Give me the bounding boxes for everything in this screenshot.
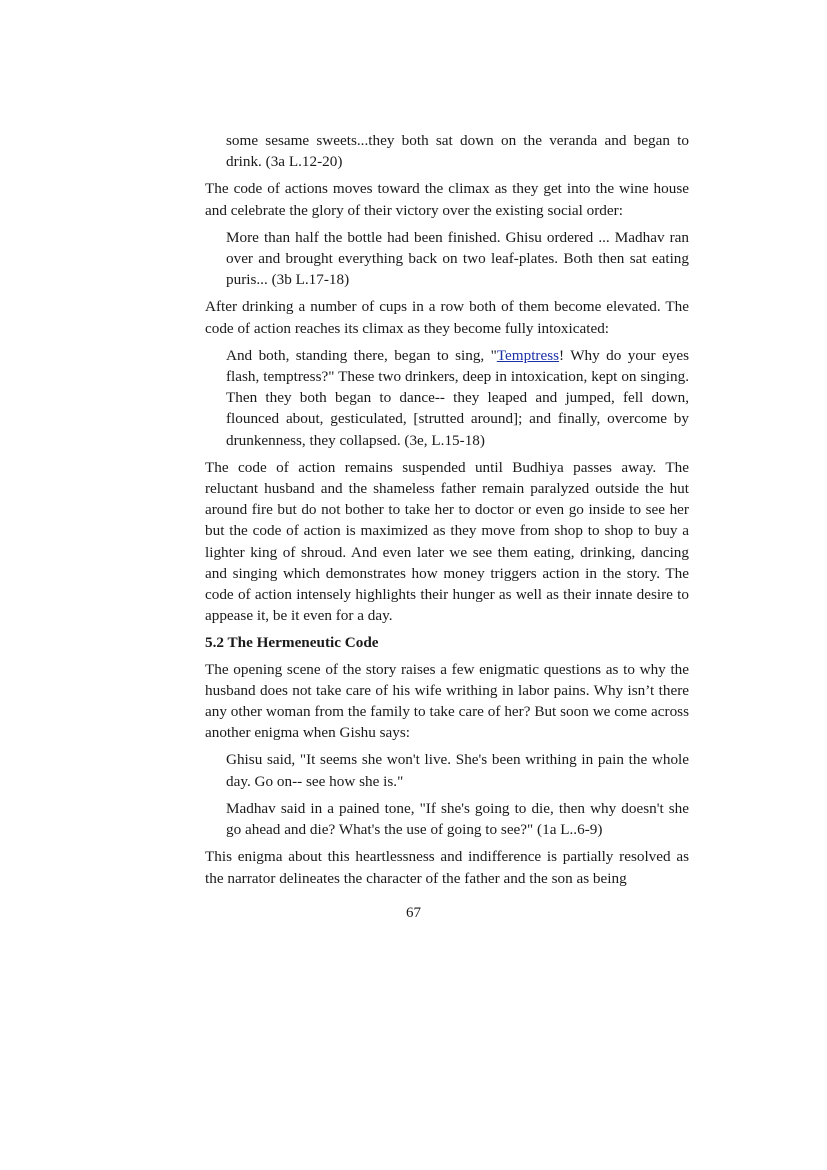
page-number: 67 bbox=[406, 905, 421, 921]
body-paragraph: The code of actions moves toward the climax as they get into the wine house and celebrate the glory of their victory over the existing social order: bbox=[205, 180, 689, 219]
block-quote: More than half the bottle had been finished. Ghisu ordered ... Madhav ran over and brought everything back on two leaf-plates. Both then sat eating puris... (3b L.17-18) bbox=[226, 228, 689, 289]
temptress-link[interactable]: Temptress bbox=[496, 346, 560, 364]
quote-text-before-link: And both, standing there, began to sing, " bbox=[226, 346, 497, 364]
body-paragraph: This enigma about this heartlessness and indifference is partially resolved as the narrator delineates the character of the father and the son as being bbox=[205, 848, 689, 887]
block-quote: some sesame sweets...they both sat down on the veranda and began to drink. (3a L.12-20) bbox=[226, 132, 689, 171]
body-paragraph: The opening scene of the story raises a few enigmatic questions as to why the husband does not take care of his wife writhing in labor pains. Why isn’t there any other woman from the family to take care of her? But soon we come across another enigma when Gishu says: bbox=[205, 660, 689, 742]
block-quote: Madhav said in a pained tone, "If she's going to die, then why doesn't she go ahead and die? What's the use of going to see?" (1a L..6-9) bbox=[226, 799, 689, 839]
page-body bbox=[205, 130, 689, 895]
block-quote bbox=[226, 345, 689, 451]
body-paragraph: The code of action remains suspended until Budhiya passes away. The reluctant husband and the shameless father remain paralyzed outside the hut around fire but do not bother to take her to doctor or even go inside to see her but the code of action is maximized as they move from shop to shop to buy a lighter king of shroud. And even later we see them eating, drinking, dancing and singing which demonstrates how money triggers action in the story. The code of action intensely highlights their hunger as well as their innate desire to appease it, be it even for a day. bbox=[205, 458, 689, 625]
block-quote: Ghisu said, "It seems she won't live. She's been writhing in pain the whole day. Go on-- see how she is." bbox=[226, 751, 689, 790]
body-paragraph: After drinking a number of cups in a row both of them become elevated. The code of action reaches its climax as they become fully intoxicated: bbox=[205, 298, 689, 337]
section-heading: 5.2 The Hermeneutic Code bbox=[205, 634, 379, 652]
quote-text-after-link: ! Why do your eyes flash, temptress?" These two drinkers, deep in intoxication, kept on singing. Then they both began to dance-- they leaped and jumped, fell down, flounced about, gesticulated, [strutted around]; and finally, overcome by drunkenness, they collapsed. (3e, L.15-18) bbox=[226, 346, 689, 449]
